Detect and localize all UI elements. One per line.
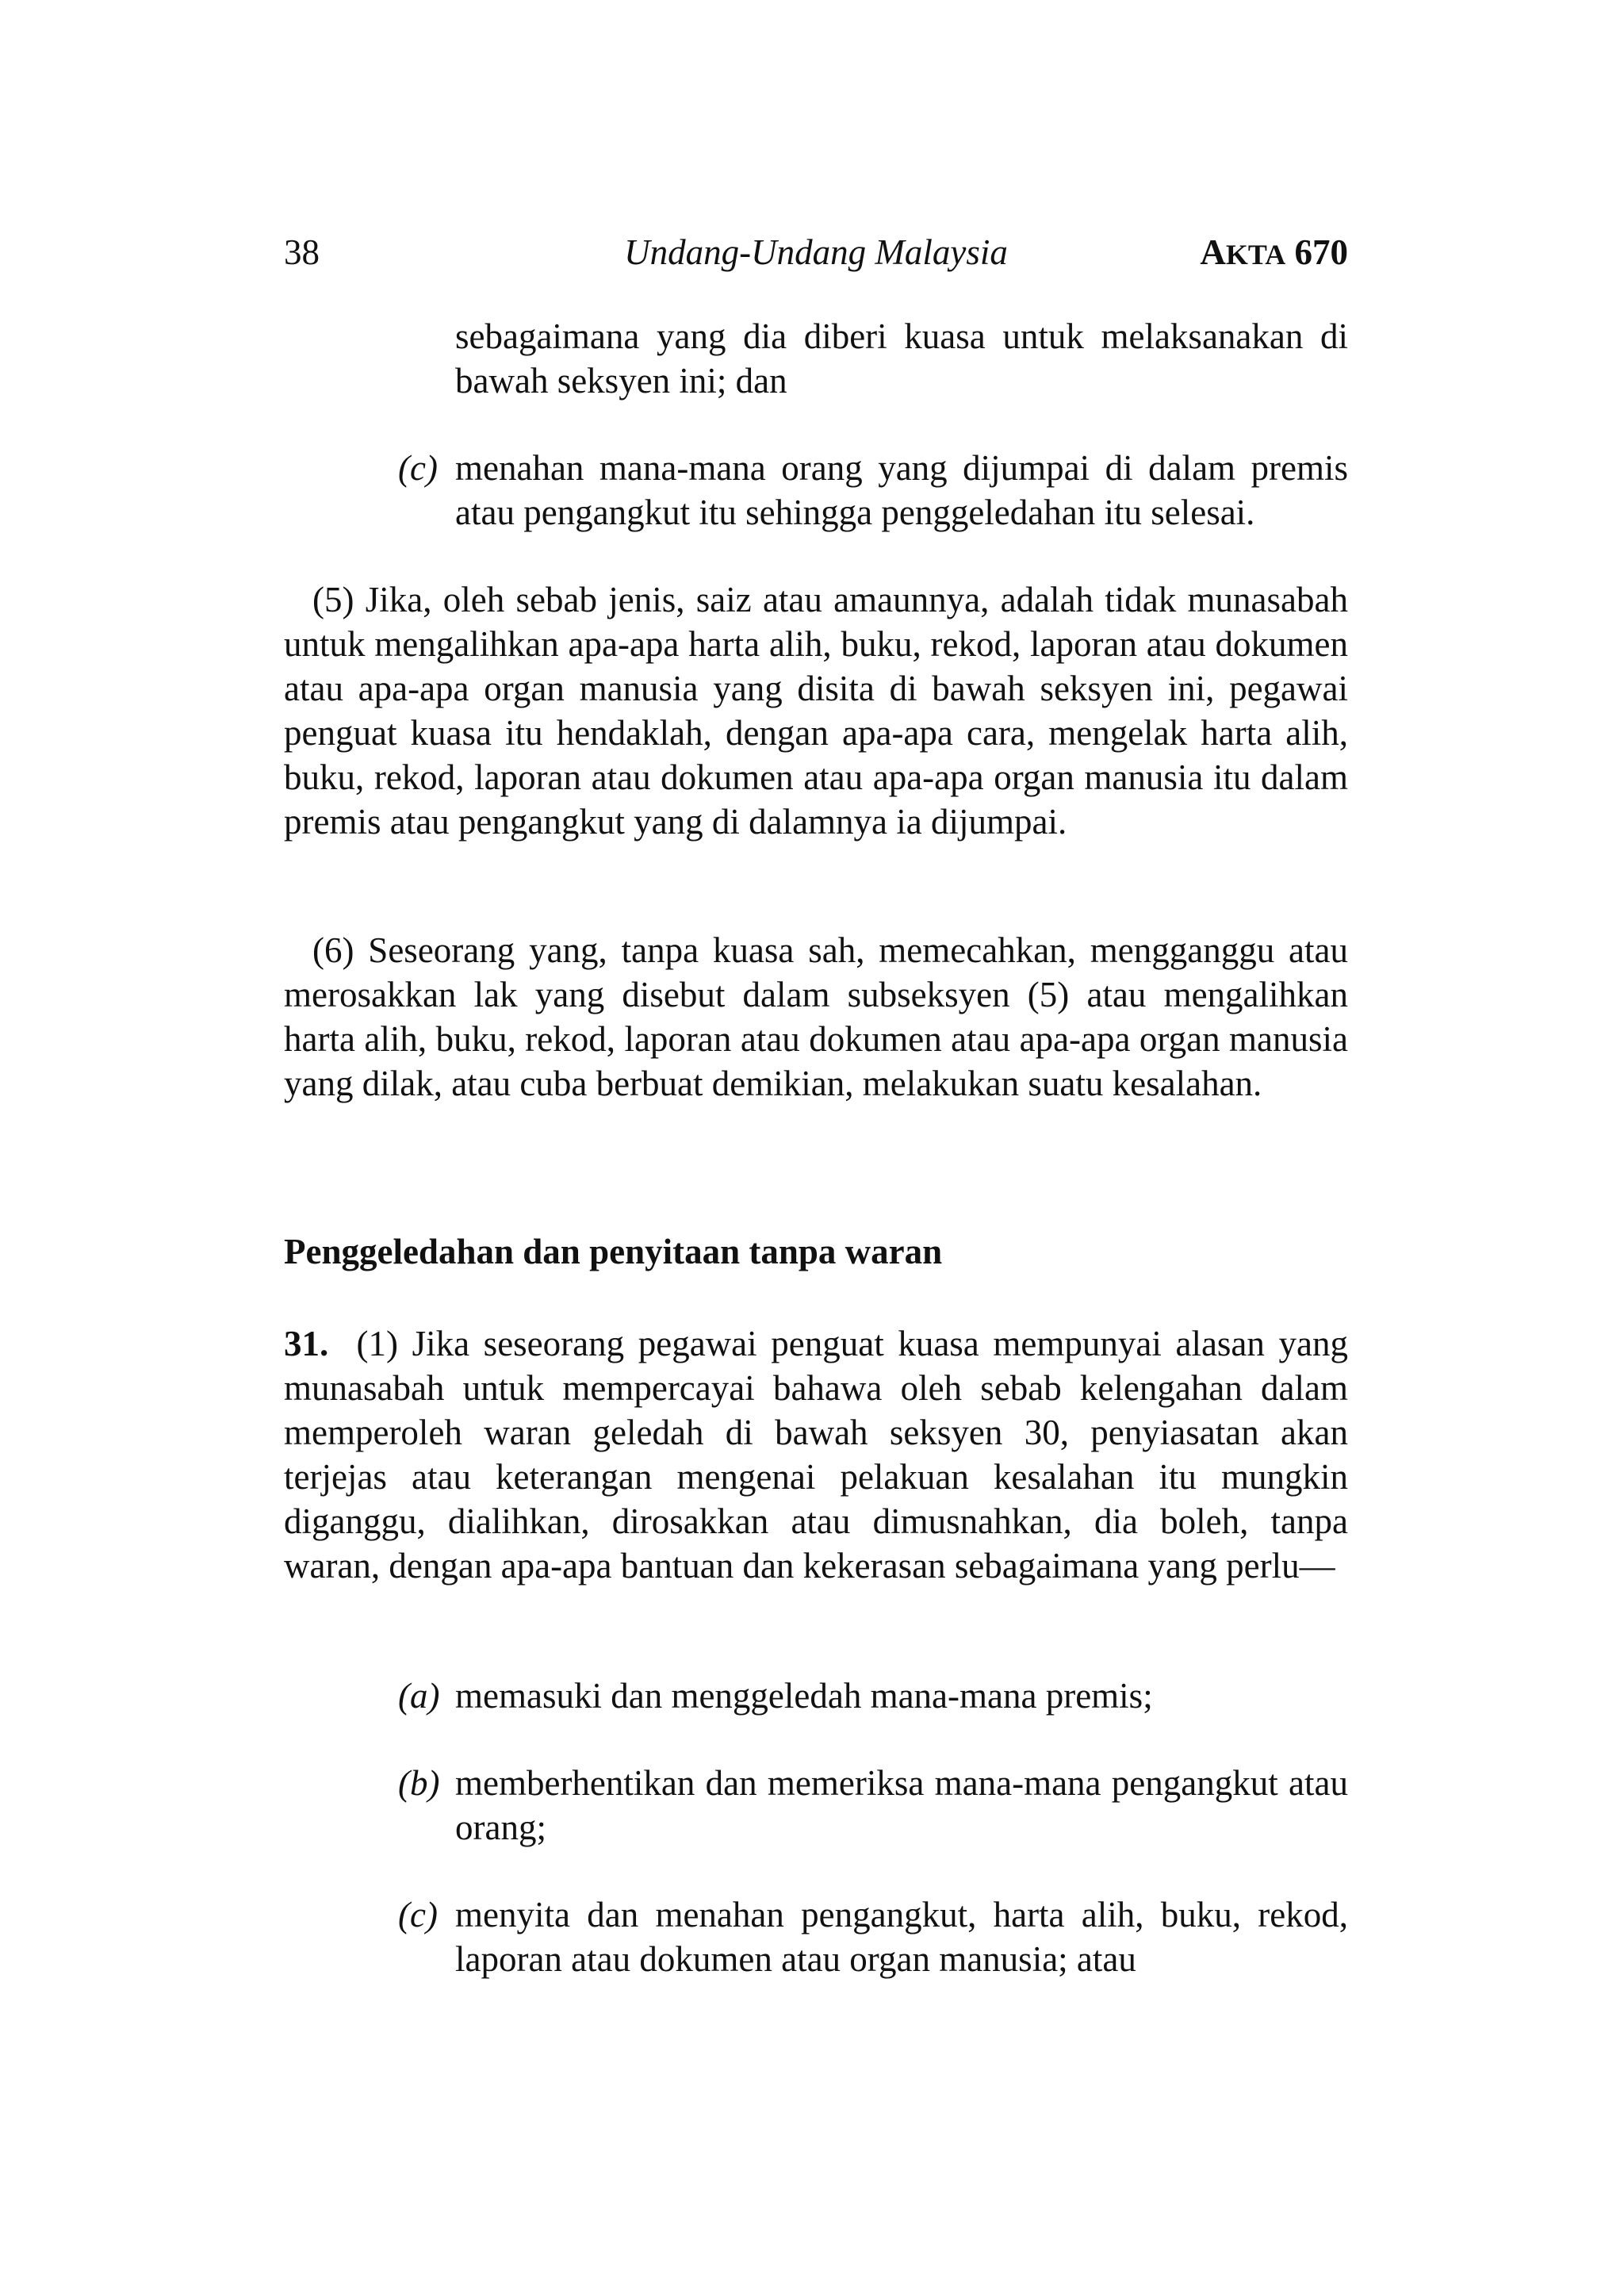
act-num: 670 xyxy=(1294,232,1348,272)
running-title: Undang-Undang Malaysia xyxy=(624,232,1008,272)
page-header xyxy=(284,228,1348,276)
act-letters-kta: KTA xyxy=(1225,239,1286,270)
section-heading: Penggeledahan dan penyitaan tanpa waran xyxy=(284,1232,943,1271)
subsection-5: (5) Jika, oleh sebab jenis, saiz atau amaunnya, adalah tidak munasabah untuk mengalihkan apa-apa harta alih, buku, rekod, laporan atau dokumen atau apa-apa organ manusia yang disita di bawah seksyen ini, pegawai penguat kuasa itu hendaklah, dengan apa-apa cara, mengelak harta alih, buku, rekod, laporan atau dokumen atau apa-apa organ manusia itu dalam premis atau pengangkut yang di dalamnya ia dijumpai. xyxy=(284,580,1348,842)
item-label: (c) xyxy=(398,1895,438,1934)
continuation-paragraph: sebagaimana yang dia diberi kuasa untuk melaksanakan di bawah seksyen ini; dan xyxy=(455,316,1348,401)
item-label: (b) xyxy=(398,1763,440,1803)
item-text: memberhentikan dan memeriksa mana-mana pengangkut atau orang; xyxy=(455,1763,1348,1847)
item-text: menyita dan menahan pengangkut, harta alih, buku, rekod, laporan atau dokumen atau organ manusia; atau xyxy=(455,1895,1348,1979)
item-text: memasuki dan menggeledah mana-mana premis; xyxy=(455,1676,1153,1716)
subsection-6: (6) Seseorang yang, tanpa kuasa sah, memecahkan, mengganggu atau merosakkan lak yang disebut dalam subseksyen (5) atau mengalihkan harta alih, buku, rekod, laporan atau dokumen atau apa-apa organ manusia yang dilak, atau cuba berbuat demikian, melakukan suatu kesalahan. xyxy=(284,930,1348,1103)
section-31-text: (1) Jika seseorang pegawai penguat kuasa mempunyai alasan yang munasabah untuk mempercayai bahawa oleh sebab kelengahan dalam memperoleh waran geledah di bawah seksyen 30, penyiasatan akan terjejas atau keterangan mengenai pelakuan kesalahan itu mungkin diganggu, dialihkan, dirosakkan atau dimusnahkan, dia boleh, tanpa waran, dengan apa-apa bantuan dan kekerasan sebagaimana yang perlu— xyxy=(284,1324,1348,1586)
section-31 xyxy=(284,1321,1348,1588)
act-letter-a: A xyxy=(1200,232,1226,272)
item-label: (c) xyxy=(398,448,438,488)
act-number xyxy=(1200,228,1348,278)
section-number: 31. xyxy=(284,1324,329,1363)
item-label: (a) xyxy=(398,1676,440,1716)
page-number: 38 xyxy=(284,232,320,272)
item-text: menahan mana-mana orang yang dijumpai di dalam premis atau pengangkut itu sehingga penggeledahan itu selesai. xyxy=(455,448,1348,532)
